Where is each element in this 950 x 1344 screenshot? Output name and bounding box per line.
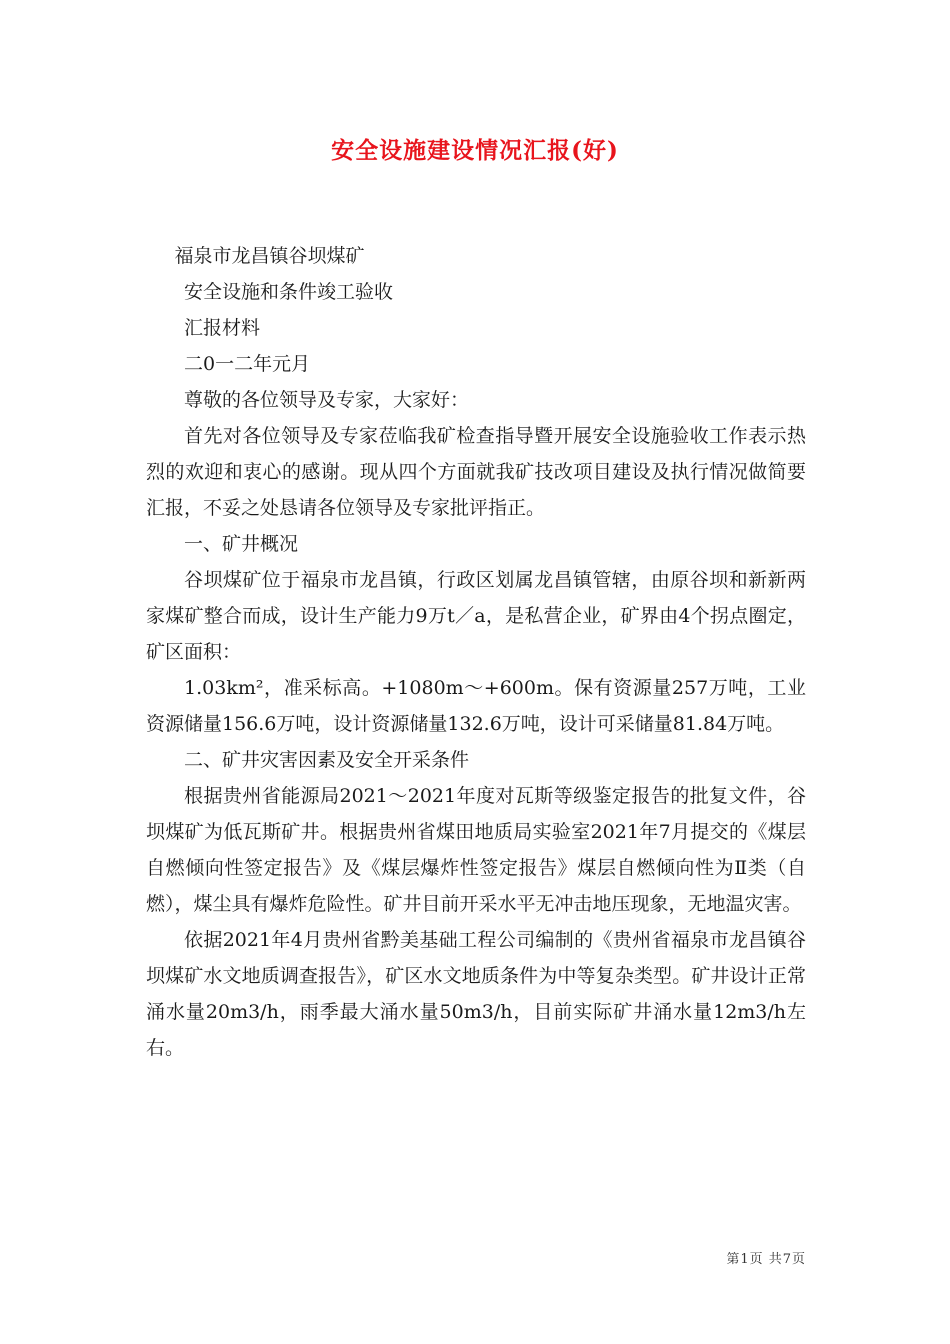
paragraph-greeting: 尊敬的各位领导及专家，大家好： [184, 389, 470, 411]
paragraph-gas-coal: 根据贵州省能源局2021～2021年度对瓦斯等级鉴定报告的批复文件，谷坝煤矿为低瓦斯矿井。根据贵州省煤田地质局实验室2021年7月提交的《煤层自燃倾向性签定报告》及《煤层爆炸性签定报告》煤层自燃倾向性为Ⅱ类（自燃），煤尘具有爆炸危险性。矿井目前开采水平无冲击地压现象，无地温灾害。 [146, 785, 806, 915]
paragraph-date: 二0一二年元月 [184, 353, 311, 375]
paragraph-overview: 谷坝煤矿位于福泉市龙昌镇，行政区划属龙昌镇管辖，由原谷坝和新新两家煤矿整合而成，设计生产能力9万t／a，是私营企业，矿界由4个拐点圈定，矿区面积： [146, 569, 806, 663]
paragraph-acceptance-title: 安全设施和条件竣工验收 [184, 281, 394, 303]
section-heading-overview: 一、矿井概况 [184, 533, 299, 555]
paragraph-hydrology: 依据2021年4月贵州省黔美基础工程公司编制的《贵州省福泉市龙昌镇谷坝煤矿水文地质调查报告》，矿区水文地质条件为中等复杂类型。矿井设计正常涌水量20m3/h，雨季最大涌水量50m3/h，目前实际矿井涌水量12m3/h左右。 [146, 929, 806, 1059]
document-title: 安全设施建设情况汇报(好) [331, 137, 619, 164]
document-body [146, 238, 806, 1066]
page-number: 第1页 共7页 [726, 1252, 806, 1267]
paragraph-report-material: 汇报材料 [184, 317, 261, 339]
paragraph-intro: 首先对各位领导及专家莅临我矿检查指导暨开展安全设施验收工作表示热烈的欢迎和衷心的感谢。现从四个方面就我矿技改项目建设及执行情况做简要汇报，不妥之处恳请各位领导及专家批评指正。 [146, 425, 806, 519]
section-heading-hazards: 二、矿井灾害因素及安全开采条件 [184, 749, 470, 771]
paragraph-resources: 1.03km²，准采标高。+1080m～+600m。保有资源量257万吨，工业资源储量156.6万吨，设计资源储量132.6万吨，设计可采储量81.84万吨。 [146, 677, 806, 735]
paragraph-mine-name: 福泉市龙昌镇谷坝煤矿 [174, 245, 365, 267]
